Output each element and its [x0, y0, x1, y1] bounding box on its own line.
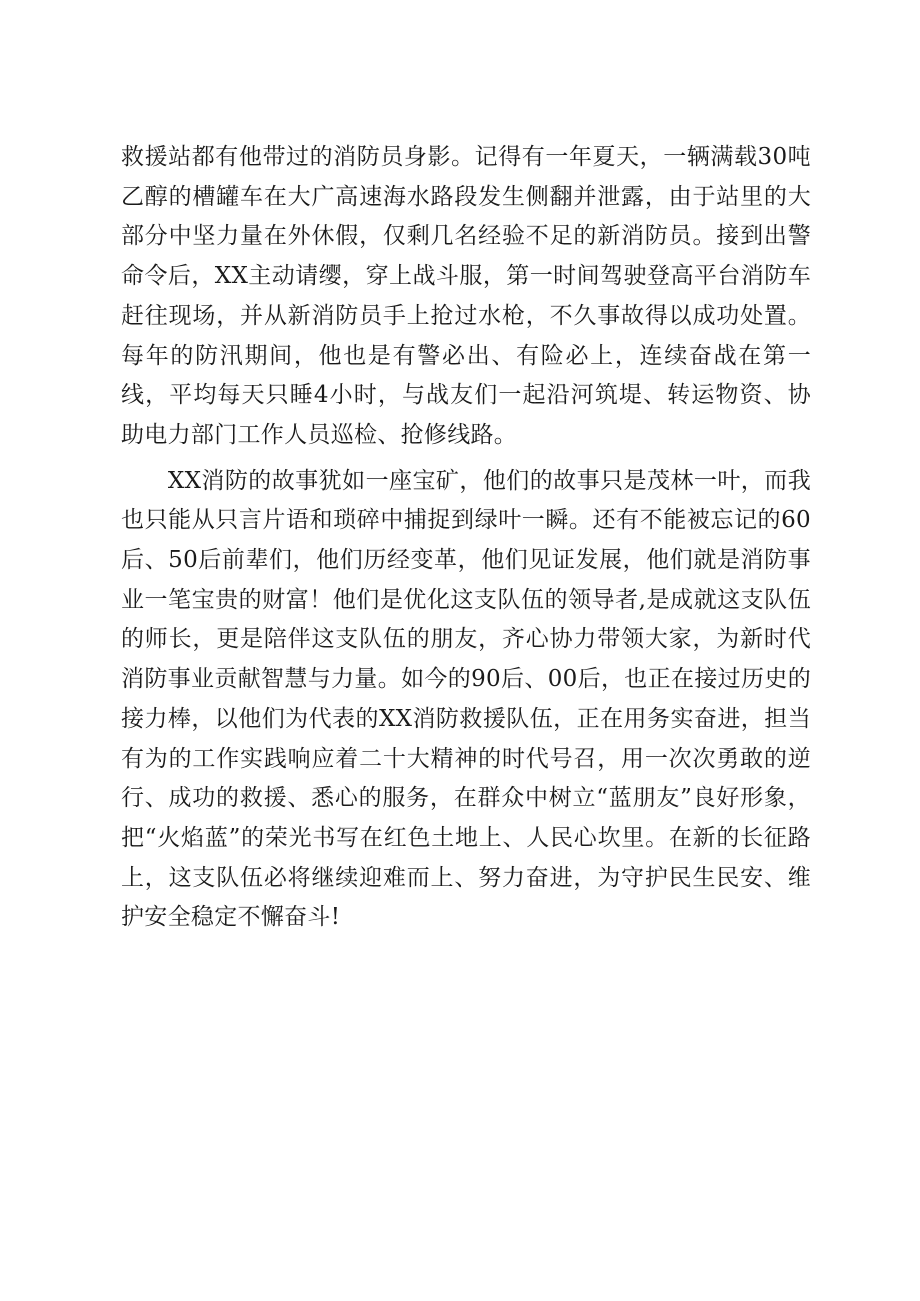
paragraph-1: 救援站都有他带过的消防员身影。记得有一年夏天，一辆满载30吨乙醇的槽罐车在大广高速海水路段发生侧翻并泄露，由于站里的大部分中坚力量在外休假，仅剩几名经验不足的新消防员。接到出警命令后，XX主动请缨，穿上战斗服，第一时间驾驶登高平台消防车赶往现场，并从新消防员手上抢过水枪，不久事故得以成功处置。每年的防汛期间，他也是有警必出、有险必上，连续奋战在第一线，平均每天只睡4小时，与战友们一起沿河筑堤、转运物资、协助电力部门工作人员巡检、抢修线路。 [121, 144, 811, 448]
document-body [121, 138, 811, 938]
paragraph-2: XX消防的故事犹如一座宝矿，他们的故事只是茂林一叶，而我也只能从只言片语和琐碎中捕捉到绿叶一瞬。还有不能被忘记的60后、50后前辈们，他们历经变革，他们见证发展，他们就是消防事业一笔宝贵的财富！他们是优化这支队伍的领导者,是成就这支队伍的师长，更是陪伴这支队伍的朋友，齐心协力带领大家，为新时代消防事业贡献智慧与力量。如今的90后、00后，也正在接过历史的接力棒，以他们为代表的XX消防救援队伍，正在用务实奋进，担当有为的工作实践响应着二十大精神的时代号召，用一次次勇敢的逆行、成功的救援、悉心的服务，在群众中树立“蓝朋友”良好形象，把“火焰蓝”的荣光书写在红色土地上、人民心坎里。在新的长征路上，这支队伍必将继续迎难而上、努力奋进，为守护民生民安、维护安全稳定不懈奋斗! [121, 467, 811, 931]
